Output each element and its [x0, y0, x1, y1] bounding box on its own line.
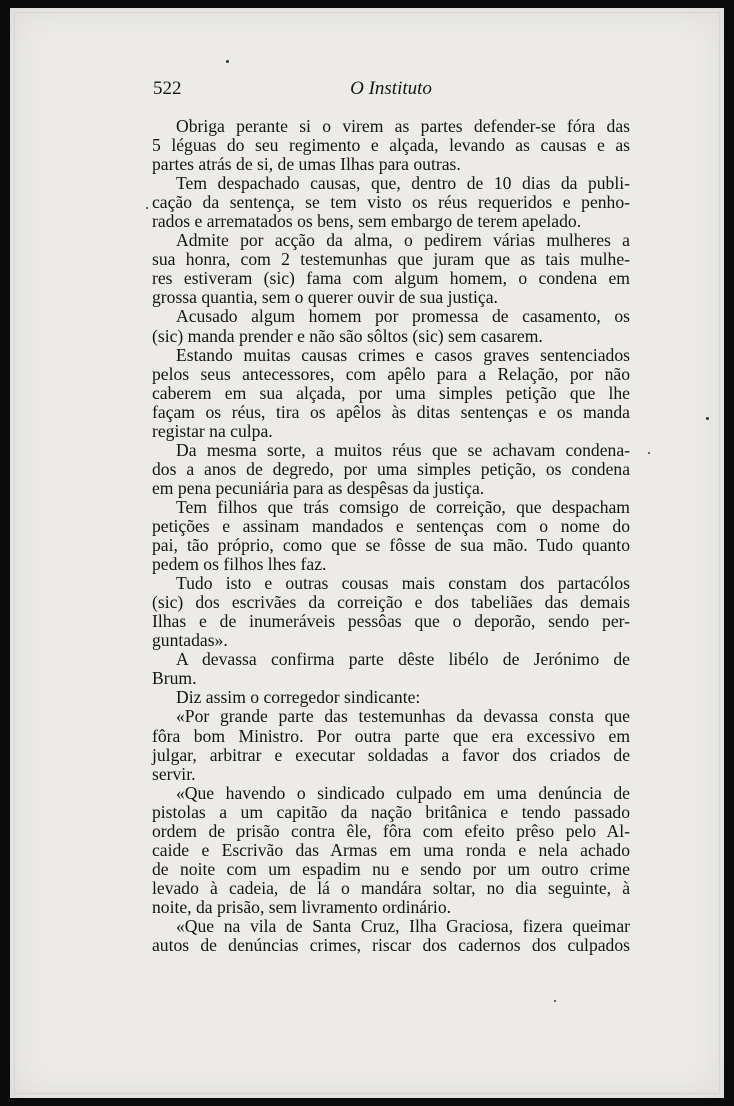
text-line: em pena pecuniária para as despêsas da justiça. [152, 477, 485, 498]
ink-speck [706, 417, 709, 420]
text-line: pedem os filhos lhes faz. [152, 554, 327, 575]
text-line: levado à cadeia, de lá o mandára soltar, no dia seguinte, à [152, 877, 630, 898]
ink-speck [226, 60, 229, 63]
text-line: partes atrás de si, de umas Ilhas para outras. [152, 154, 461, 175]
text-line: Acusado algum homem por promessa de casamento, os [176, 306, 630, 327]
text-line: pai, tão próprio, como que se fôsse de sua mão. Tudo quanto [152, 535, 630, 556]
text-line: Ilhas e de inumeráveis pessôas que o deporão, sendo per- [152, 611, 630, 632]
text-line: Tem despachado causas, que, dentro de 10 dias da publi- [176, 173, 630, 194]
text-line: pistolas a um capitão da nação britânica e tendo passado [152, 801, 630, 822]
text-line: caberem em sua alçada, por uma simples petição que lhe [152, 382, 630, 403]
text-line: «Que na vila de Santa Cruz, Ilha Graciosa, fizera queimar [176, 915, 630, 936]
text-line: (sic) manda prender e não são sôltos (sic) sem casarem. [152, 325, 543, 346]
text-line: caide e Escrivão das Armas em uma ronda e nela achado [152, 839, 630, 860]
text-line: dos a anos de degredo, por uma simples petição, os condena [152, 458, 630, 479]
running-title: O Instituto [350, 78, 432, 99]
text-line: Tudo isto e outras cousas mais constam dos partacólos [176, 573, 630, 594]
text-line: rados e arrematados os bens, sem embargo de terem apelado. [152, 211, 582, 232]
text-line: cação da sentença, se tem visto os réus requeridos e penho- [152, 192, 630, 213]
text-line: sua honra, com 2 testemunhas que juram que as tais mulhe- [152, 249, 630, 270]
page-number: 522 [153, 78, 182, 99]
text-line: A devassa confirma parte dêste libélo de Jerónimo de [176, 649, 630, 670]
text-line: guntadas». [152, 630, 228, 651]
text-line: «Que havendo o sindicado culpado em uma denúncia de [176, 782, 630, 803]
text-line: Obriga perante si o virem as partes defender-se fóra das [176, 116, 630, 136]
text-line: julgar, arbitrar e executar soldadas a favor dos criados de [152, 744, 630, 765]
text-line: de noite com um espadim nu e sendo por um outro crime [152, 858, 630, 879]
page-header [153, 78, 629, 104]
text-line: «Por grande parte das testemunhas da devassa consta que [176, 706, 630, 727]
text-line: petições e assinam mandados e sentenças com o nome do [152, 515, 630, 536]
text-line: servir. [152, 763, 196, 784]
text-line: 5 léguas do seu regimento e alçada, levando as causas e as [152, 135, 630, 156]
text-line: façam os réus, tira os apêlos às ditas sentenças e os manda [152, 401, 630, 422]
text-line: Diz assim o corregedor sindicante: [176, 687, 421, 708]
text-line: Tem filhos que trás comsigo de correição, que despacham [176, 496, 630, 517]
text-line: Estando muitas causas crimes e casos graves sentenciados [176, 344, 630, 365]
ink-speck [554, 1000, 556, 1002]
text-line: res estiveram (sic) fama com algum homem, o condena em [152, 268, 630, 289]
ink-speck [146, 207, 148, 209]
text-line: registar na culpa. [152, 420, 273, 441]
text-line: ordem de prisão contra êle, fôra com efeito prêso pelo Al- [152, 820, 630, 841]
text-line: autos de denúncias crimes, riscar dos cadernos dos culpados [152, 935, 630, 956]
text-line: Da mesma sorte, a muitos réus que se achavam condena- [176, 439, 630, 460]
text-line: Brum. [152, 668, 197, 689]
text-line: grossa quantia, sem o querer ouvir de sua justiça. [152, 287, 498, 308]
text-line: pelos seus antecessores, com apêlo para a Relação, por não [152, 363, 630, 384]
body-text [152, 117, 630, 955]
text-line: noite, da prisão, sem livramento ordinário. [152, 896, 452, 917]
text-line: fôra bom Ministro. Por outra parte que era excessivo em [152, 725, 630, 746]
text-line: Admite por acção da alma, o pedirem várias mulheres a [176, 230, 630, 251]
ink-speck [648, 452, 650, 454]
text-line: (sic) dos escrivães da correição e dos tabeliães das demais [152, 592, 630, 613]
